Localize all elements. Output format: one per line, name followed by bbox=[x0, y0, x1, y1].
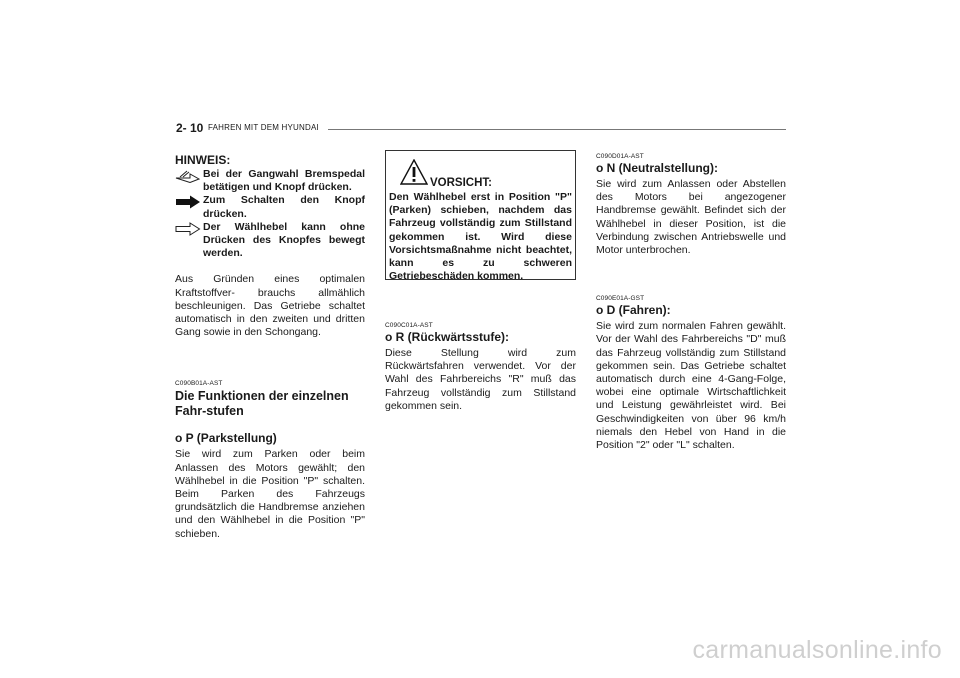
page-header bbox=[176, 121, 786, 137]
d-code: C090E01A-GST bbox=[596, 295, 645, 303]
r-paragraph: Diese Stellung wird zum Rückwärtsfahren verwendet. Vor der Wahl des Fahrbereichs "R" muß das Fahrzeug vollständig zum Stillstand gekommen sein. bbox=[385, 347, 576, 412]
filled-arrow-icon bbox=[175, 195, 201, 214]
hinweis-item bbox=[175, 168, 365, 194]
warning-title: VORSICHT: bbox=[430, 177, 492, 189]
column-middle bbox=[385, 150, 576, 413]
n-code: C090D01A-AST bbox=[596, 153, 644, 160]
n-heading: o N (Neutralstellung): bbox=[596, 161, 718, 175]
p-paragraph: Sie wird zum Parken oder beim Anlassen des Motors gewählt; den Wählhebel in die Position "P" schalten. Beim Parken des Fahrzeugs grundsätzlich die Handbremse anziehen und den Wählhebel in die Position "P" schieben. bbox=[175, 448, 365, 540]
watermark: carmanualsonline.info bbox=[692, 636, 942, 664]
hinweis-item-text: Zum Schalten den Knopf drücken. bbox=[203, 194, 365, 220]
section-code: C090B01A-AST bbox=[175, 380, 223, 388]
hand-press-arrow-icon bbox=[175, 169, 201, 188]
hinweis-list bbox=[175, 168, 365, 260]
hinweis-item-text: Der Wählhebel kann ohne Drücken des Knopfes bewegt werden. bbox=[203, 220, 365, 260]
page-number: 2- 10 bbox=[176, 121, 204, 135]
d-paragraph: Sie wird zum normalen Fahren gewählt. Vor der Wahl des Fahrbereichs "D" muß das Fahrzeug vollständig zum Stillstand gekommen sein. Das Getriebe schaltet automatisch durch eine 4-Gang-Folge, wobei eine optimale Wirtschaftlichkeit und Leistung gewährleistet wird. Bei Geschwindigkeiten von über 96 km/h niemals den Hebel von Hand in die Position "2" oder "L" schalten. bbox=[596, 320, 786, 452]
hinweis-item-text: Bei der Gangwahl Bremspedal betätigen und Knopf drücken. bbox=[203, 168, 365, 194]
d-heading: o D (Fahren): bbox=[596, 303, 671, 318]
intro-paragraph: Aus Gründen eines optimalen Kraftstoffver- brauchs allmählich beschleunigen. Das Getriebe schaltet automatisch in den zweiten und dritten Gang sowie in den Schongang. bbox=[175, 273, 365, 339]
warning-text: Den Wählhebel erst in Position "P" (Parken) schieben, nachdem das Fahrzeug vollständig zum Stillstand gekommen ist. Wird diese Vorsichtsmaßnahme nicht beachtet, kann es zu schweren Getriebeschäden kommen. bbox=[389, 191, 572, 283]
n-paragraph: Sie wird zum Anlassen oder Abstellen des Motors bei angezogener Handbremse gewählt. Befindet sich der Wählhebel in dieser Position, ist die Verbindung zwischen Antriebswelle und Motor unterbrochen. bbox=[596, 178, 786, 257]
hinweis-title: HINWEIS: bbox=[175, 153, 231, 167]
outline-arrow-icon bbox=[175, 222, 201, 241]
header-rule bbox=[328, 129, 786, 130]
p-heading: o P (Parkstellung) bbox=[175, 431, 277, 446]
hinweis-item bbox=[175, 221, 365, 261]
header-title: FAHREN MIT DEM HYUNDAI bbox=[208, 123, 319, 132]
r-heading: o R (Rückwärtsstufe): bbox=[385, 330, 510, 344]
r-code: C090C01A-AST bbox=[385, 322, 433, 329]
column-right bbox=[596, 150, 786, 452]
warning-triangle-icon bbox=[400, 159, 428, 190]
hinweis-item bbox=[175, 194, 365, 220]
warning-box bbox=[385, 150, 576, 283]
section-heading: Die Funktionen der einzelnen Fahr-stufen bbox=[175, 389, 349, 419]
column-left bbox=[175, 150, 365, 541]
